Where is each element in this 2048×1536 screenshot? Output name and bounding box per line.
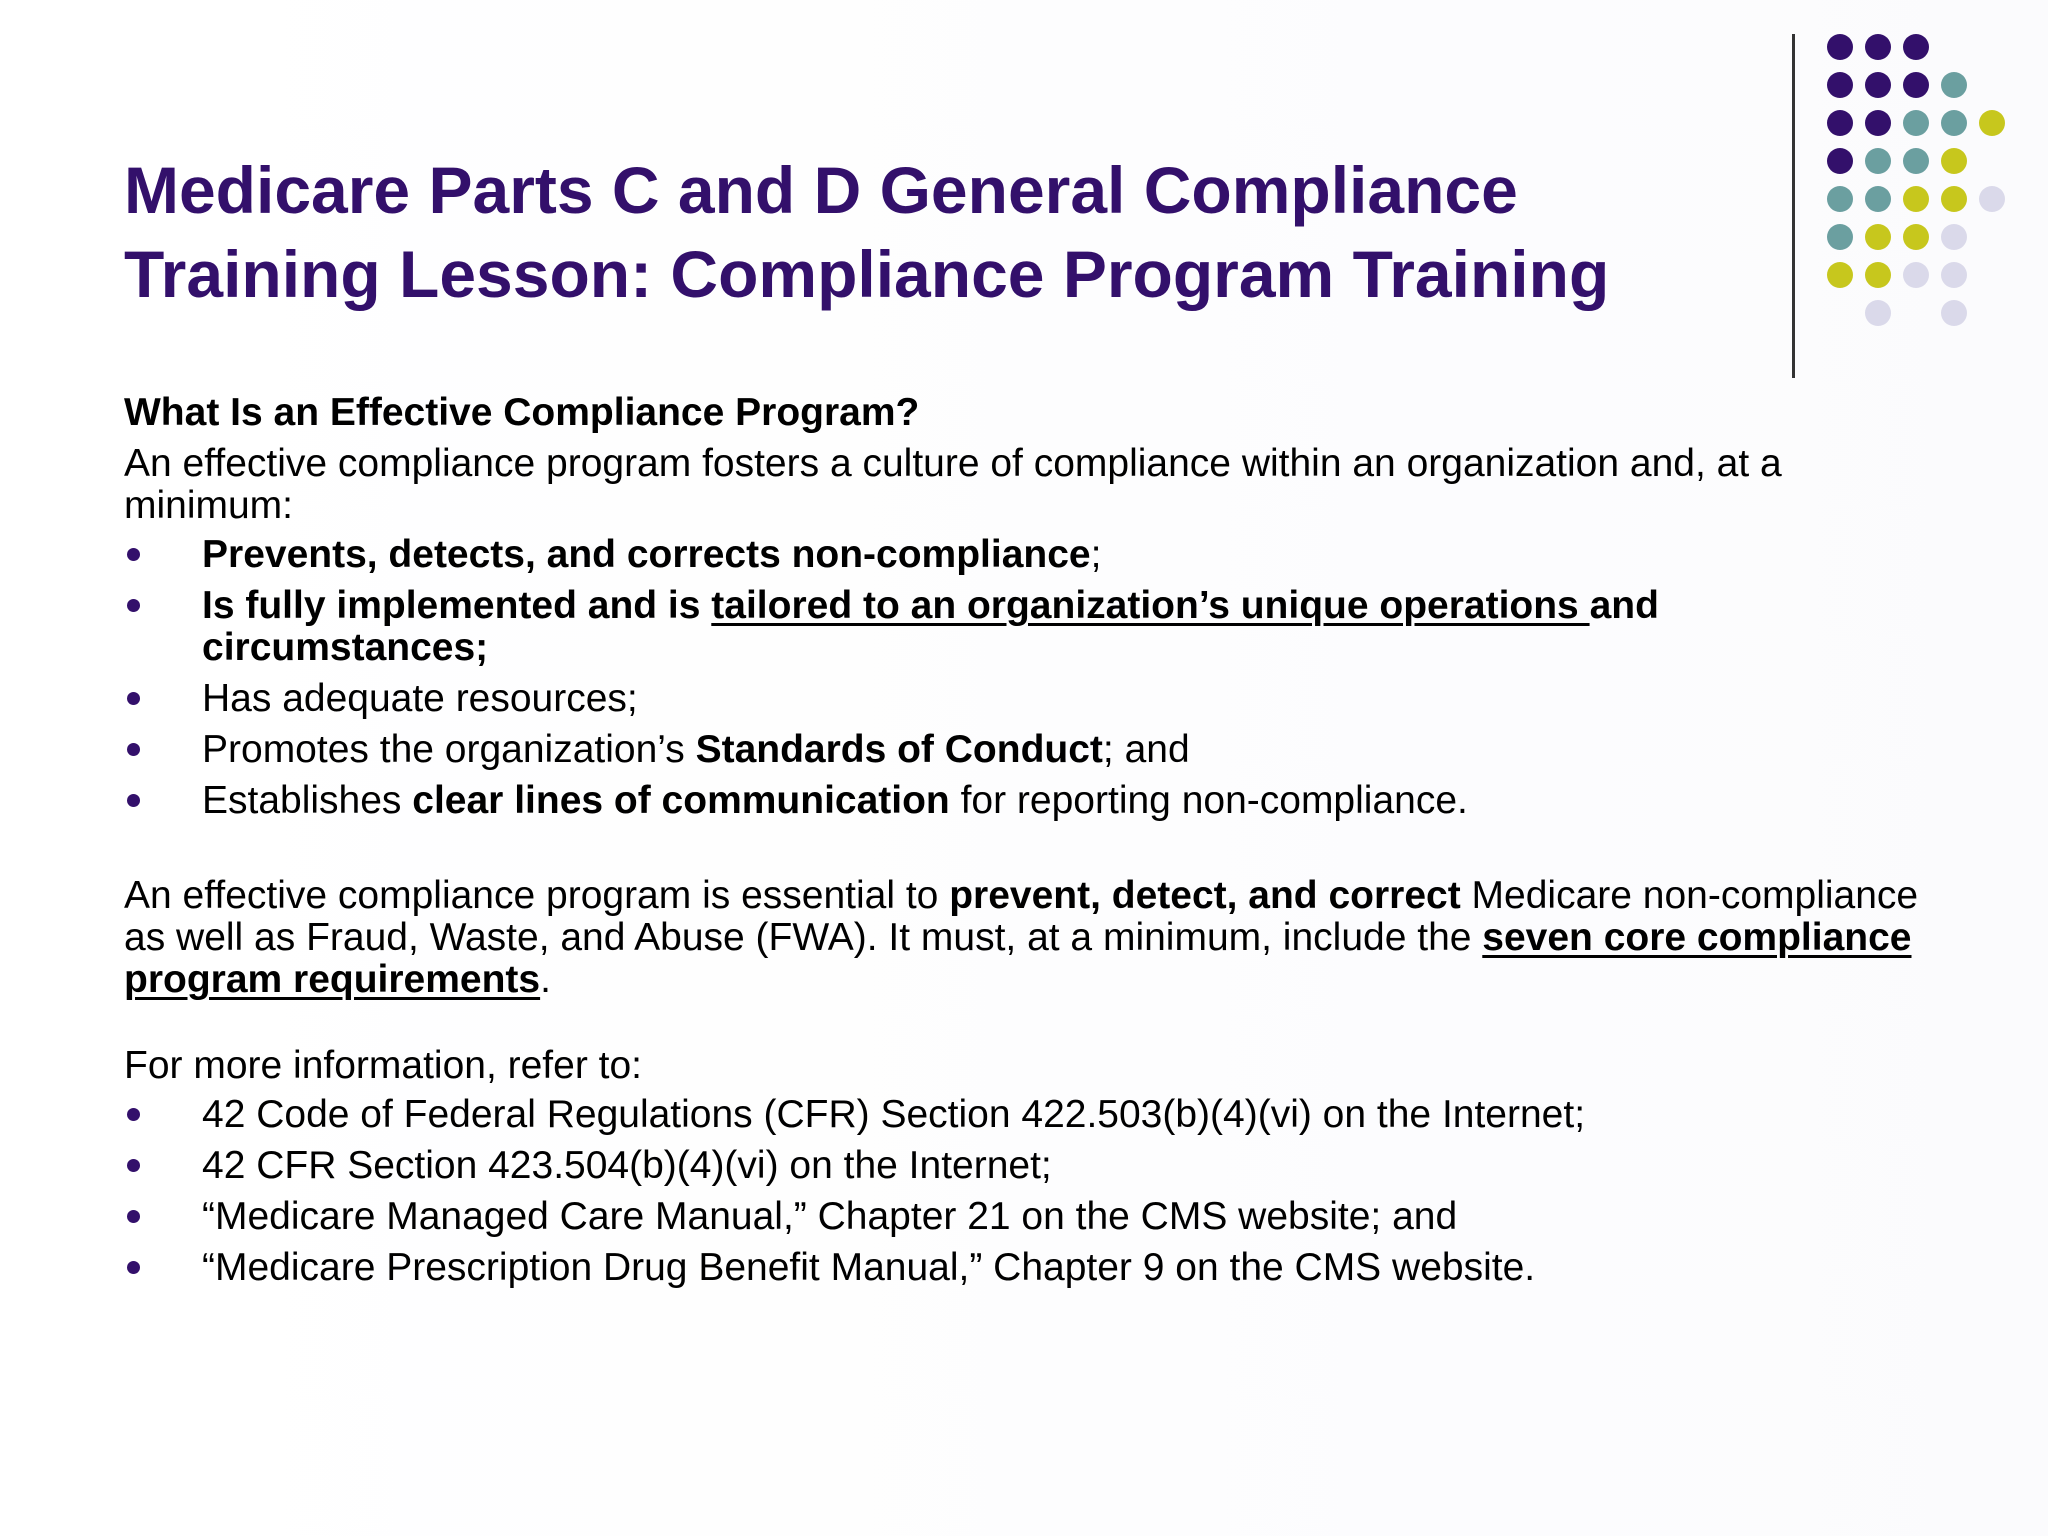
decorative-dot bbox=[1865, 262, 1891, 288]
reference-text: “Medicare Managed Care Manual,” Chapter 21 on the CMS website; and bbox=[202, 1195, 1458, 1238]
intro-paragraph: An effective compliance program fosters a culture of compliance within an organization and, at a minimum: bbox=[124, 442, 1782, 527]
decorative-dot bbox=[1941, 186, 1967, 212]
decorative-dot bbox=[1903, 224, 1929, 250]
decorative-dot bbox=[1865, 110, 1891, 136]
slide-body bbox=[124, 392, 1924, 1298]
program-criteria-list bbox=[124, 534, 1924, 822]
decorative-dot bbox=[1941, 224, 1967, 250]
bullet-icon bbox=[127, 692, 140, 705]
bullet-icon bbox=[127, 548, 140, 561]
bullet-icon bbox=[127, 743, 140, 756]
list-item bbox=[124, 678, 1924, 720]
references-list bbox=[124, 1094, 1924, 1289]
bold-text: prevent, detect, and correct bbox=[949, 874, 1461, 917]
section-heading: What Is an Effective Compliance Program? bbox=[124, 391, 920, 434]
bullet-icon bbox=[127, 1159, 140, 1172]
slide-title-line-2: Training Lesson: Compliance Program Training bbox=[124, 237, 1610, 311]
slide-title-line-1: Medicare Parts C and D General Compliance bbox=[124, 153, 1518, 227]
plain-text: Medicare non-compliance as well as Fraud, Waste, and Abuse (FWA). It must, at a minimum, include the bbox=[124, 874, 1919, 959]
reference-item bbox=[124, 1196, 1924, 1238]
plain-text: . bbox=[540, 958, 551, 1001]
essential-paragraph bbox=[124, 875, 1924, 1001]
reference-item bbox=[124, 1094, 1924, 1136]
decorative-dot bbox=[1941, 300, 1967, 326]
bullet-icon bbox=[127, 599, 140, 612]
reference-text: 42 CFR Section 423.504(b)(4)(vi) on the Internet; bbox=[202, 1144, 1052, 1187]
decorative-dot-grid bbox=[1827, 34, 2017, 334]
decorative-dot bbox=[1941, 72, 1967, 98]
decorative-dot bbox=[1827, 72, 1853, 98]
decorative-dot bbox=[1827, 186, 1853, 212]
plain-text: Establishes bbox=[202, 779, 413, 822]
decorative-dot bbox=[1827, 110, 1853, 136]
decorative-dot bbox=[1903, 110, 1929, 136]
decorative-dot bbox=[1903, 34, 1929, 60]
reference-item bbox=[124, 1145, 1924, 1187]
spacer bbox=[124, 1001, 1924, 1045]
bullet-icon bbox=[127, 1210, 140, 1223]
decorative-dot bbox=[1941, 110, 1967, 136]
list-item bbox=[124, 534, 1924, 576]
list-item bbox=[124, 780, 1924, 822]
decorative-dot bbox=[1865, 300, 1891, 326]
vertical-divider bbox=[1792, 34, 1795, 378]
reference-text: “Medicare Prescription Drug Benefit Manual,” Chapter 9 on the CMS website. bbox=[202, 1246, 1536, 1289]
refer-intro: For more information, refer to: bbox=[124, 1044, 643, 1087]
decorative-dot bbox=[1903, 72, 1929, 98]
reference-item bbox=[124, 1247, 1924, 1289]
bullet-icon bbox=[127, 1261, 140, 1274]
decorative-dot bbox=[1865, 72, 1891, 98]
decorative-dot bbox=[1903, 186, 1929, 212]
list-item bbox=[124, 585, 1924, 669]
bold-text: Prevents, detects, and corrects non-compliance bbox=[202, 533, 1091, 576]
plain-text: ; bbox=[1090, 533, 1102, 576]
decorative-dot bbox=[1903, 262, 1929, 288]
decorative-dot bbox=[1865, 186, 1891, 212]
decorative-dot bbox=[1827, 224, 1853, 250]
decorative-dot bbox=[1979, 110, 2005, 136]
bold-text: Standards of Conduct bbox=[695, 728, 1103, 771]
bold-underlined-text: tailored to an organization’s unique operations bbox=[711, 584, 1590, 627]
bold-underlined-text: seven core compliance program requirements bbox=[124, 916, 1912, 1001]
bold-text: Is fully implemented and is bbox=[202, 584, 712, 627]
spacer bbox=[124, 831, 1924, 875]
plain-text: An effective compliance program is essential to bbox=[124, 874, 950, 917]
bullet-icon bbox=[127, 794, 140, 807]
bullet-icon bbox=[127, 1108, 140, 1121]
decorative-dot bbox=[1827, 148, 1853, 174]
list-item bbox=[124, 729, 1924, 771]
bold-text: clear lines of communication bbox=[412, 779, 950, 822]
decorative-dot bbox=[1865, 34, 1891, 60]
reference-text: 42 Code of Federal Regulations (CFR) Section 422.503(b)(4)(vi) on the Internet; bbox=[202, 1093, 1586, 1136]
plain-text: Promotes the organization’s bbox=[202, 728, 696, 771]
decorative-dot bbox=[1941, 148, 1967, 174]
decorative-dot bbox=[1941, 262, 1967, 288]
decorative-dot bbox=[1865, 224, 1891, 250]
bold-text: and circumstances; bbox=[202, 584, 1659, 669]
slide-title bbox=[124, 148, 1744, 316]
plain-text: Has adequate resources; bbox=[202, 677, 638, 720]
decorative-dot bbox=[1979, 186, 2005, 212]
decorative-dot bbox=[1827, 262, 1853, 288]
decorative-dot bbox=[1865, 148, 1891, 174]
plain-text: ; and bbox=[1102, 728, 1190, 771]
plain-text: for reporting non-compliance. bbox=[949, 779, 1468, 822]
decorative-dot bbox=[1827, 34, 1853, 60]
decorative-dot bbox=[1903, 148, 1929, 174]
